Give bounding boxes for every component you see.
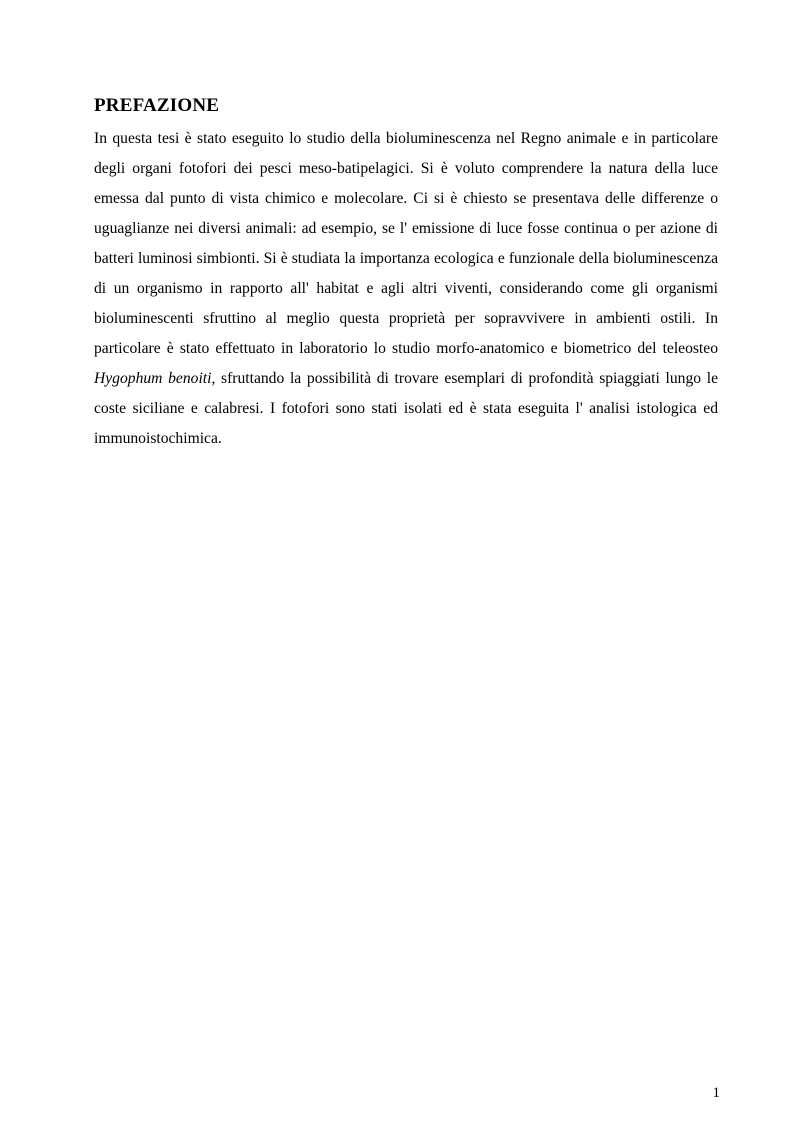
preface-paragraph xyxy=(94,124,718,454)
page-number: 1 xyxy=(712,1085,720,1101)
species-name: Hygophum benoiti xyxy=(94,370,212,387)
section-heading: PREFAZIONE xyxy=(94,95,220,116)
paragraph-text-part2: , sfruttando la possibilità di trovare esemplari di profondità spiaggiati lungo le coste siciliane e calabresi. I fotofori sono stati isolati ed è stata eseguita l' analisi istologica ed immunoistochimica. xyxy=(94,370,718,447)
paragraph-text-part1: In questa tesi è stato eseguito lo studio della bioluminescenza nel Regno animale e in particolare degli organi fotofori dei pesci meso-batipelagici. Si è voluto comprendere la natura della luce emessa dal punto di vista chimico e molecolare. Ci si è chiesto se presentava delle differenze o uguaglianze nei diversi animali: ad esempio, se l' emissione di luce fosse continua o per azione di batteri luminosi simbionti. Si è studiata la importanza ecologica e funzionale della bioluminescenza di un organismo in rapporto all' habitat e agli altri viventi, considerando come gli organismi bioluminescenti sfruttino al meglio questa proprietà per sopravvivere in ambienti ostili. In particolare è stato effettuato in laboratorio lo studio morfo-anatomico e biometrico del teleosteo xyxy=(94,130,718,357)
